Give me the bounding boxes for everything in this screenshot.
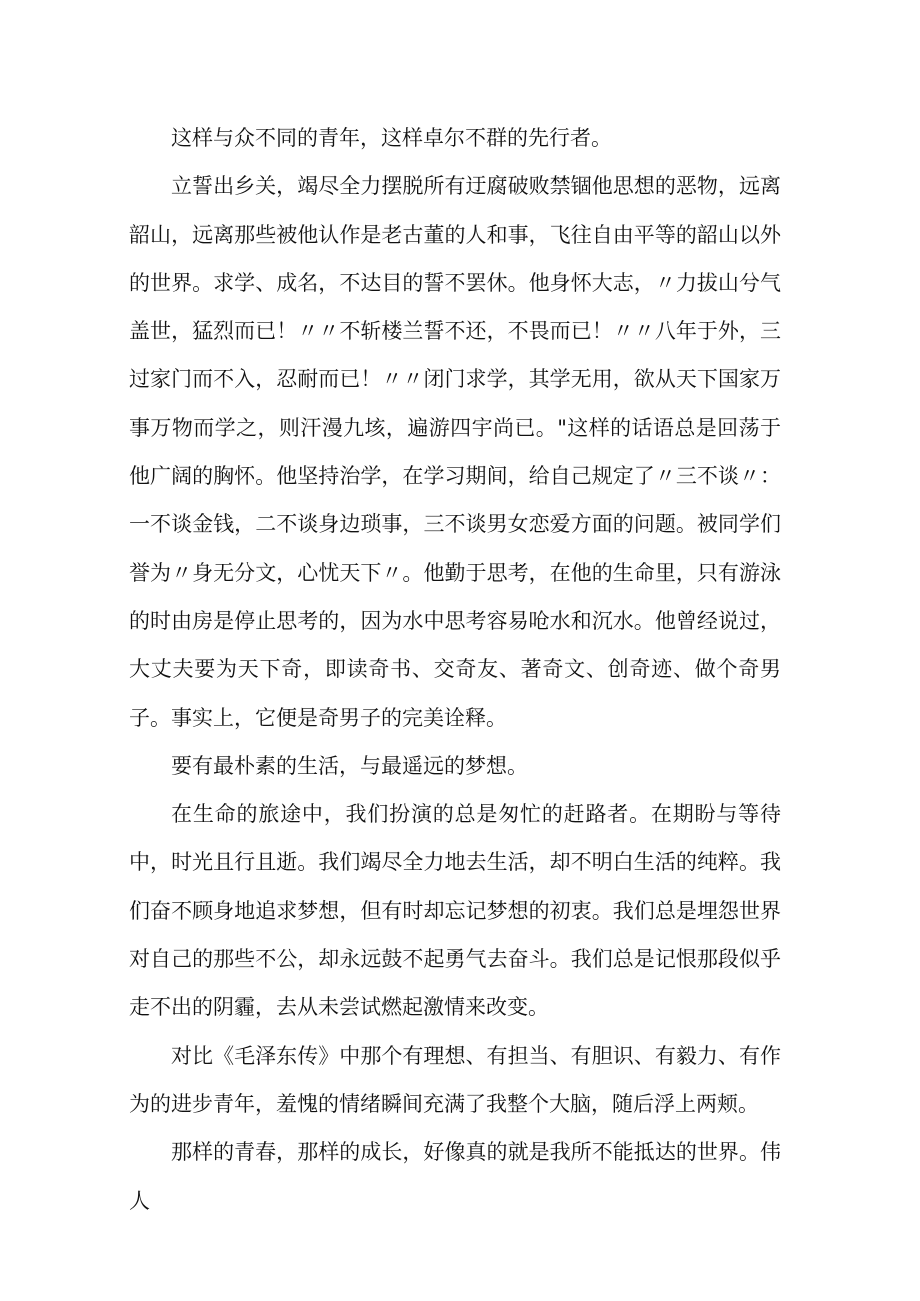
- paragraph-2: 立誓出乡关，竭尽全力摆脱所有迂腐破败禁锢他思想的恶物，远离韶山，远离那些被他认作是老古董的人和事，飞往自由平等的韶山以外的世界。求学、成名，不达目的誓不罢休。他身怀大志，〃力拔山兮气盖世，猛烈而已！〃〃不斩楼兰誓不还，不畏而已！〃〃八年于外，三过家门而不入，忍耐而已！〃〃闭门求学，其学无用，欲从天下国家万事万物而学之，则汗漫九垓，遍游四宇尚已。"这样的话语总是回荡于他广阔的胸怀。他坚持治学，在学习期间，给自己规定了〃三不谈〃：一不谈金钱，二不谈身边琐事，三不谈男女恋爱方面的问题。被同学们誉为〃身无分文，心忧天下〃。他勤于思考，在他的生命里，只有游泳的时由房是停止思考的，因为水中思考容易呛水和沉水。他曾经说过，大丈夫要为天下奇，即读奇书、交奇友、著奇文、创奇迹、做个奇男子。事实上，它便是奇男子的完美诠释。: [129, 174, 781, 730]
- paragraph-5: 对比《毛泽东传》中那个有理想、有担当、有胆识、有毅力、有作为的进步青年，羞愧的情绪瞬间充满了我整个大脑，随后浮上两颊。: [129, 1043, 781, 1116]
- paragraph-3: 要有最朴素的生活，与最遥远的梦想。: [171, 753, 528, 778]
- paragraph-1: 这样与众不同的青年，这样卓尔不群的先行者。: [171, 126, 612, 150]
- document-body: [129, 114, 781, 1225]
- paragraph-4: 在生命的旅途中，我们扮演的总是匆忙的赶路者。在期盼与等待中，时光且行且逝。我们竭尽全力地去生活，却不明白生活的纯粹。我们奋不顾身地追求梦想，但有时却忘记梦想的初衷。我们总是埋怨世界对自己的那些不公，却永远鼓不起勇气去奋斗。我们总是记恨那段似乎走不出的阴霾，去从未尝试燃起激情来改变。: [129, 802, 781, 1020]
- paragraph-6: 那样的青春，那样的成长，好像真的就是我所不能抵达的世界。伟人: [129, 1140, 781, 1213]
